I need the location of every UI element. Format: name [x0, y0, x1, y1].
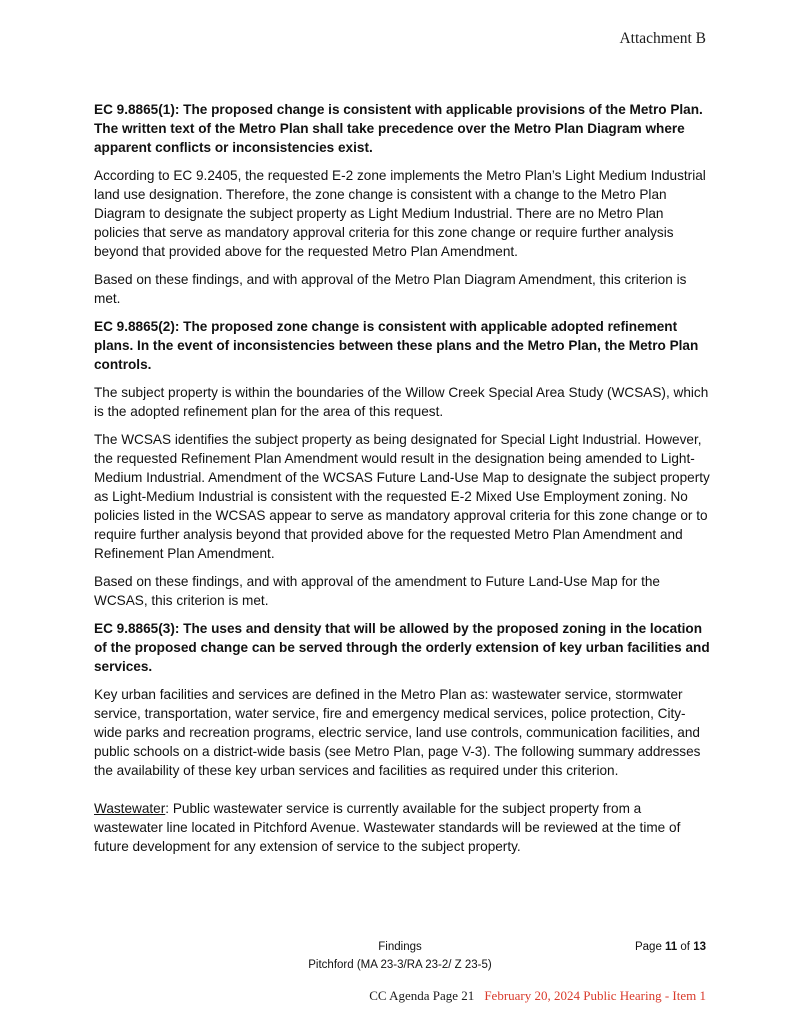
agenda-stamp — [369, 988, 706, 1004]
agenda-page: CC Agenda Page 21 — [369, 988, 475, 1003]
criterion-3-heading: EC 9.8865(3): The uses and density that will be allowed by the proposed zoning in the location of the proposed change can be served through the orderly extension of key urban facilities and services. — [94, 621, 710, 674]
attachment-label: Attachment B — [619, 30, 706, 47]
criterion-2-heading: EC 9.8865(2): The proposed zone change is consistent with applicable adopted refinement plans. In the event of inconsistencies between these plans and the Metro Plan, the Metro Plan controls. — [94, 319, 699, 372]
footer-case-number: Pitchford (MA 23-3/RA 23-2/ Z 23-5) — [308, 959, 492, 971]
footer-findings: Findings — [378, 941, 422, 953]
wastewater-paragraph — [94, 799, 710, 856]
criterion-2-paragraph-3: Based on these findings, and with approval of the amendment to Future Land-Use Map for the WCSAS, this criterion is met. — [94, 574, 660, 608]
page-number — [635, 940, 706, 955]
document-body — [94, 100, 710, 865]
page-prefix: Page — [634, 941, 666, 953]
page-total: 13 — [693, 941, 706, 953]
criterion-2-paragraph-1: The subject property is within the boundaries of the Willow Creek Special Area Study (WCSAS), which is the adopted refinement plan for the area of this request. — [94, 385, 709, 419]
page-of: of — [677, 941, 694, 953]
hearing-label: February 20, 2024 Public Hearing - Item 1 — [484, 988, 706, 1003]
criterion-1-heading: EC 9.8865(1): The proposed change is consistent with applicable provisions of the Metro Plan. The written text of the Metro Plan shall take precedence over the Metro Plan Diagram where apparent conflicts or inconsistencies exist. — [94, 102, 703, 155]
criterion-2-paragraph-2: The WCSAS identifies the subject property as being designated for Special Light Industrial. However, the requested Refinement Plan Amendment would result in the designation being amended to Light-Medium Industrial. Amendment of the WCSAS Future Land-Use Map to designate the subject property as Light-Medium Industrial is consistent with the requested E-2 Mixed Use Employment zoning. No policies listed in the WCSAS appear to serve as mandatory approval criteria for this zone change or to require further analysis beyond that provided above for the requested Metro Plan Amendment and Refinement Plan Amendment. — [94, 432, 710, 561]
criterion-3-paragraph-1: Key urban facilities and services are defined in the Metro Plan as: wastewater service, stormwater service, transportation, water service, fire and emergency medical services, police protection, City-wide parks and recreation programs, electric service, land use controls, communication facilities, and public schools on a district-wide basis (see Metro Plan, page V-3). The following summary addresses the availability of these key urban services and facilities as required under this criterion. — [94, 687, 701, 778]
wastewater-label: Wastewater — [94, 801, 166, 816]
criterion-1-paragraph-2: Based on these findings, and with approval of the Metro Plan Diagram Amendment, this criterion is met. — [94, 272, 687, 306]
criterion-1-paragraph-1: According to EC 9.2405, the requested E-2 zone implements the Metro Plan’s Light Medium Industrial land use designation. Therefore, the zone change is consistent with a change to the Metro Plan Diagram to designate the subject property as Light Medium Industrial. There are no Metro Plan policies that serve as mandatory approval criteria for this zone change or require further analysis beyond that provided above for the requested Metro Plan Amendment. — [94, 168, 706, 259]
page-current: 11 — [665, 941, 678, 953]
wastewater-text: : Public wastewater service is currently available for the subject property from a wastewater line located in Pitchford Avenue. Wastewater standards will be reviewed at the time of future development for any extension of service to the subject property. — [94, 801, 681, 854]
